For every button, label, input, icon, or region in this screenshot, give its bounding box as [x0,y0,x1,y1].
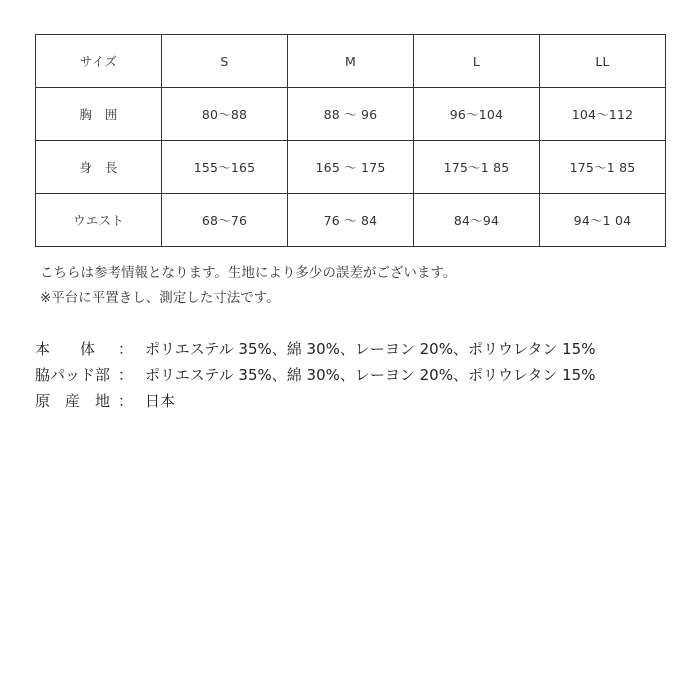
material-label-origin: 原 産 地 [35,392,111,410]
table-cell: 155～165 [162,141,288,194]
table-cell: 68～76 [162,194,288,247]
size-chart-table [35,34,666,247]
table-cell: 175～1 85 [414,141,540,194]
material-label-wrap [35,388,139,414]
note-measurement-method: ※平台に平置きし、測定した寸法です。 [40,290,280,306]
material-composition [35,336,595,414]
material-row-body [35,336,595,362]
material-label-side-pad: 脇パッド部 [35,366,111,384]
table-cell: 175～1 85 [540,141,666,194]
row-label-height: 身 長 [36,141,162,194]
header-cell-size-label: サイズ [36,35,162,88]
material-row-side-pad [35,362,595,388]
note-reference-info: こちらは参考情報となります。生地により多少の誤差がございます。 [40,265,457,281]
table-cell: 165 ～ 175 [288,141,414,194]
material-row-origin [35,388,595,414]
table-cell: 84～94 [414,194,540,247]
size-table-row-chest [36,88,666,141]
table-cell: 104～112 [540,88,666,141]
header-cell-s: S [162,35,288,88]
header-cell-ll: LL [540,35,666,88]
table-cell: 76 ～ 84 [288,194,414,247]
table-cell: 94～1 04 [540,194,666,247]
material-label-wrap [35,362,139,388]
size-table-header-row [36,35,666,88]
material-colon: ： [117,340,133,358]
header-cell-m: M [288,35,414,88]
material-label-body: 本 体 [35,340,96,358]
material-label-wrap [35,336,139,362]
table-cell: 80～88 [162,88,288,141]
row-label-chest: 胸 囲 [36,88,162,141]
material-value-origin: 日本 [145,392,176,410]
material-colon: ： [117,366,133,384]
size-table-row-waist [36,194,666,247]
size-notes [40,261,456,311]
material-value-side-pad: ポリエステル 35%、綿 30%、レーヨン 20%、ポリウレタン 15% [145,366,596,384]
row-label-waist: ウエスト [36,194,162,247]
size-table-row-height [36,141,666,194]
material-value-body: ポリエステル 35%、綿 30%、レーヨン 20%、ポリウレタン 15% [145,340,596,358]
table-cell: 96～104 [414,88,540,141]
header-cell-l: L [414,35,540,88]
material-colon: ： [117,392,133,410]
table-cell: 88 ～ 96 [288,88,414,141]
